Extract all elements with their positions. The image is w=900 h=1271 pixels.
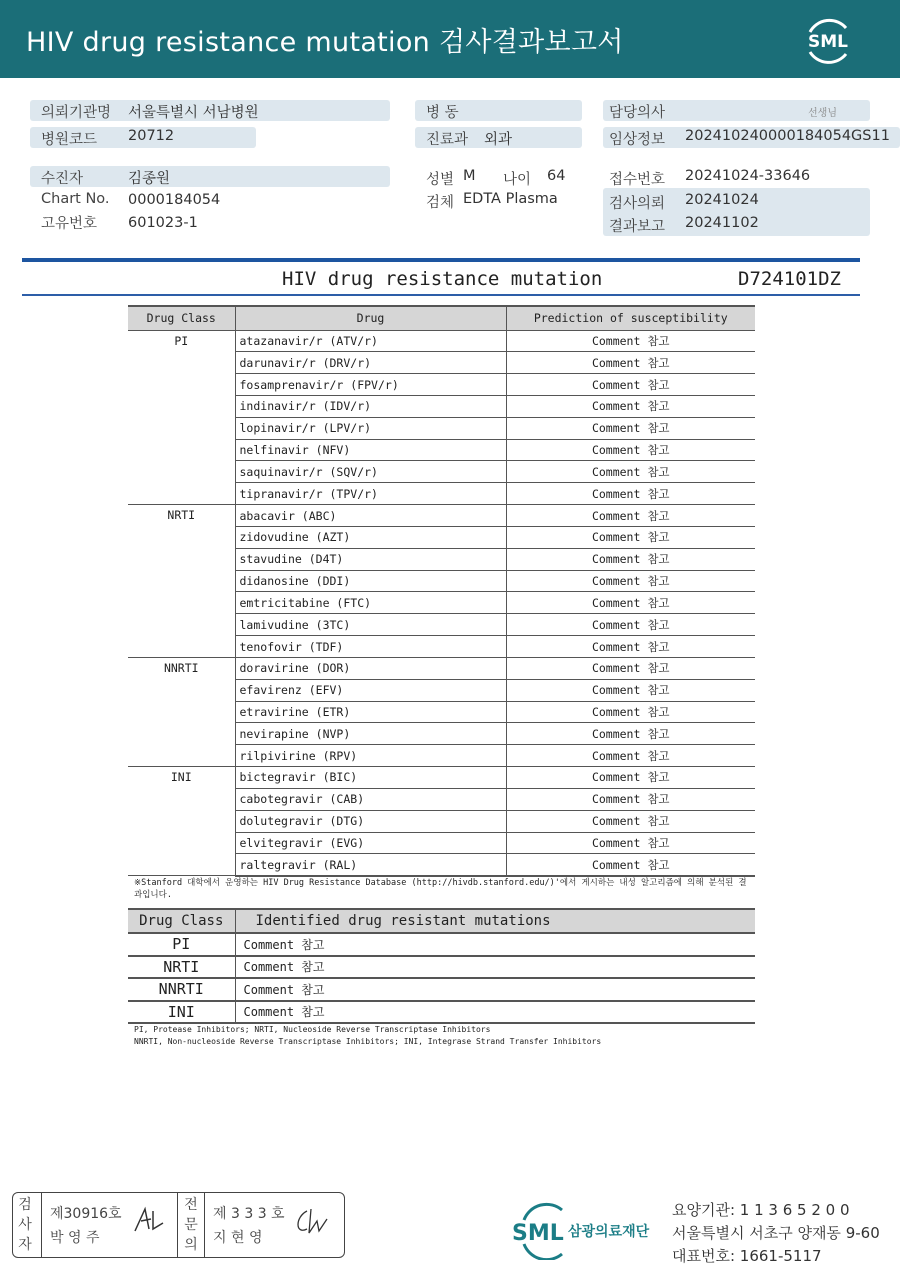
prediction-cell: Comment 참고	[506, 352, 755, 374]
prediction-cell: Comment 참고	[506, 483, 755, 505]
hospital-code-value: 20712	[128, 128, 175, 144]
drug-cell: lopinavir/r (LPV/r)	[235, 417, 506, 439]
prediction-cell: Comment 참고	[506, 810, 755, 832]
mutation-cell: Comment 참고	[235, 933, 755, 956]
col-header: Drug	[235, 306, 506, 330]
drug-cell: darunavir/r (DRV/r)	[235, 352, 506, 374]
prediction-cell: Comment 참고	[506, 636, 755, 658]
receipt-value: 20241024-33646	[685, 168, 811, 184]
drug-cell: atazanavir/r (ATV/r)	[235, 330, 506, 352]
mutation-cell: Comment 참고	[235, 978, 755, 1001]
drug-cell: stavudine (D4T)	[235, 548, 506, 570]
drug-cell: doravirine (DOR)	[235, 657, 506, 679]
drug-cell: abacavir (ABC)	[235, 505, 506, 527]
sml-logo-icon	[802, 14, 854, 66]
susceptibility-table	[128, 305, 755, 877]
report-header-title: HIV drug resistance mutation 검사결과보고서	[26, 27, 624, 58]
prediction-cell: Comment 참고	[506, 679, 755, 701]
table-row	[128, 505, 755, 527]
prediction-cell: Comment 참고	[506, 461, 755, 483]
prediction-cell: Comment 참고	[506, 526, 755, 548]
report-header	[0, 0, 900, 78]
abbr-line: NNRTI, Non-nucleoside Reverse Transcriptase Inhibitors; INI, Integrase Strand Transfer Inhibitors	[134, 1037, 602, 1046]
table-row	[128, 657, 755, 679]
abbreviations	[134, 1024, 601, 1048]
drug-cell: raltegravir (RAL)	[235, 854, 506, 876]
prediction-cell: Comment 참고	[506, 330, 755, 352]
drug-class-cell: PI	[128, 933, 235, 956]
drug-cell: cabotegravir (CAB)	[235, 788, 506, 810]
doctor-label: 담당의사	[609, 105, 666, 121]
specimen-label: 검체	[426, 195, 455, 211]
signature-box	[12, 1192, 345, 1258]
col-header: Prediction of susceptibility	[506, 306, 755, 330]
svg-text:SML: SML	[512, 1221, 564, 1246]
sex-label: 성별	[426, 172, 455, 188]
drug-cell: didanosine (DDI)	[235, 570, 506, 592]
chart-value: 0000184054	[128, 192, 221, 208]
drug-cell: tipranavir/r (TPV/r)	[235, 483, 506, 505]
drug-cell: nevirapine (NVP)	[235, 723, 506, 745]
specimen-value: EDTA Plasma	[463, 191, 558, 207]
prediction-cell: Comment 참고	[506, 723, 755, 745]
mutations-table	[128, 908, 755, 1024]
table-row	[128, 767, 755, 789]
divider	[22, 294, 860, 296]
drug-class-cell: NNRTI	[128, 657, 235, 766]
drug-cell: fosamprenavir/r (FPV/r)	[235, 374, 506, 396]
drug-cell: tenofovir (TDF)	[235, 636, 506, 658]
test-code: D724101DZ	[738, 268, 841, 290]
divider	[22, 258, 860, 262]
prediction-cell: Comment 참고	[506, 570, 755, 592]
drug-class-cell: PI	[128, 330, 235, 505]
ward-label: 병 동	[426, 105, 459, 121]
drug-cell: dolutegravir (DTG)	[235, 810, 506, 832]
report-date-label: 결과보고	[609, 219, 666, 235]
dept-label: 진료과	[426, 132, 469, 148]
clinical-label: 임상정보	[609, 132, 666, 148]
sex-value: M	[463, 168, 476, 184]
drug-class-cell: NNRTI	[128, 978, 235, 1001]
drug-cell: elvitegravir (EVG)	[235, 832, 506, 854]
drug-cell: emtricitabine (FTC)	[235, 592, 506, 614]
prediction-cell: Comment 참고	[506, 614, 755, 636]
mutation-cell: Comment 참고	[235, 1001, 755, 1024]
institution-code: 요양기관: 1 1 3 6 5 2 0 0	[672, 1201, 850, 1219]
unique-value: 601023-1	[128, 215, 198, 231]
prediction-cell: Comment 참고	[506, 439, 755, 461]
drug-cell: nelfinavir (NFV)	[235, 439, 506, 461]
drug-cell: zidovudine (AZT)	[235, 526, 506, 548]
clinical-value: 20241024000018405​4GS11	[685, 128, 890, 144]
drug-cell: saquinavir/r (SQV/r)	[235, 461, 506, 483]
test-title: HIV drug resistance mutation	[282, 268, 603, 290]
address: 서울특별시 서초구 양재동 9-60	[672, 1224, 880, 1242]
prediction-cell: Comment 참고	[506, 374, 755, 396]
col-header: Identified drug resistant mutations	[235, 909, 755, 933]
drug-cell: efavirenz (EFV)	[235, 679, 506, 701]
svg-text:SML: SML	[808, 32, 848, 52]
drug-class-cell: INI	[128, 1001, 235, 1024]
drug-cell: indinavir/r (IDV/r)	[235, 395, 506, 417]
age-value: 64	[547, 168, 566, 184]
specialist-label: 전 문 의	[184, 1197, 198, 1253]
specialist-name: 지 현 영	[213, 1230, 263, 1246]
prediction-cell: Comment 참고	[506, 854, 755, 876]
tester-name: 박 영 주	[50, 1230, 100, 1246]
prediction-cell: Comment 참고	[506, 767, 755, 789]
report-date-value: 20241102	[685, 215, 759, 231]
drug-cell: lamivudine (3TC)	[235, 614, 506, 636]
org-name: 삼광의료재단	[568, 1224, 650, 1240]
table-row	[128, 1001, 755, 1024]
prediction-cell: Comment 참고	[506, 657, 755, 679]
drug-class-cell: NRTI	[128, 956, 235, 979]
prediction-cell: Comment 참고	[506, 417, 755, 439]
prediction-cell: Comment 참고	[506, 788, 755, 810]
phone: 대표번호: 1661-5117	[672, 1247, 822, 1265]
requester-value: 서울특별시 서남병원	[128, 105, 259, 121]
tester-license: 제30916호	[50, 1206, 122, 1222]
col-header: Drug Class	[128, 909, 235, 933]
doctor-suffix: 선생님	[808, 108, 837, 119]
table-row	[128, 933, 755, 956]
prediction-cell: Comment 참고	[506, 745, 755, 767]
drug-cell: etravirine (ETR)	[235, 701, 506, 723]
unique-label: 고유번호	[41, 216, 98, 232]
prediction-cell: Comment 참고	[506, 548, 755, 570]
stanford-note: ※Stanford 대학에서 운영하는 HIV Drug Resistance Database (http://hivdb.stanford.edu/)'에서 게시하는 내성 알고리즘에 의해 분석된 결과입니다.	[134, 878, 747, 900]
prediction-cell: Comment 참고	[506, 701, 755, 723]
receipt-label: 접수번호	[609, 172, 666, 188]
table-row	[128, 956, 755, 979]
prediction-cell: Comment 참고	[506, 832, 755, 854]
hospital-code-label: 병원코드	[41, 132, 98, 148]
specialist-signature-icon	[293, 1207, 333, 1237]
mutation-cell: Comment 참고	[235, 956, 755, 979]
prediction-cell: Comment 참고	[506, 592, 755, 614]
drug-cell: rilpivirine (RPV)	[235, 745, 506, 767]
sml-footer-logo	[510, 1200, 670, 1260]
table-row	[128, 978, 755, 1001]
drug-class-cell: INI	[128, 767, 235, 876]
tester-label: 검 사 자	[18, 1197, 32, 1253]
prediction-cell: Comment 참고	[506, 395, 755, 417]
abbr-line: PI, Protease Inhibitors; NRTI, Nucleoside Reverse Transcriptase Inhibitors	[134, 1025, 491, 1034]
patient-value: 김종원	[128, 171, 171, 187]
dept-value: 외과	[484, 132, 513, 148]
chart-label: Chart No.	[41, 191, 110, 207]
drug-class-cell: NRTI	[128, 505, 235, 658]
age-label: 나이	[503, 172, 532, 188]
patient-label: 수진자	[41, 171, 84, 187]
table-row	[128, 330, 755, 352]
requester-label: 의뢰기관명	[41, 105, 112, 121]
request-value: 20241024	[685, 192, 759, 208]
request-label: 검사의뢰	[609, 196, 666, 212]
tester-signature-icon	[131, 1205, 171, 1235]
drug-cell: bictegravir (BIC)	[235, 767, 506, 789]
prediction-cell: Comment 참고	[506, 505, 755, 527]
specialist-license: 제 3 3 3 호	[213, 1206, 285, 1222]
col-header: Drug Class	[128, 306, 235, 330]
